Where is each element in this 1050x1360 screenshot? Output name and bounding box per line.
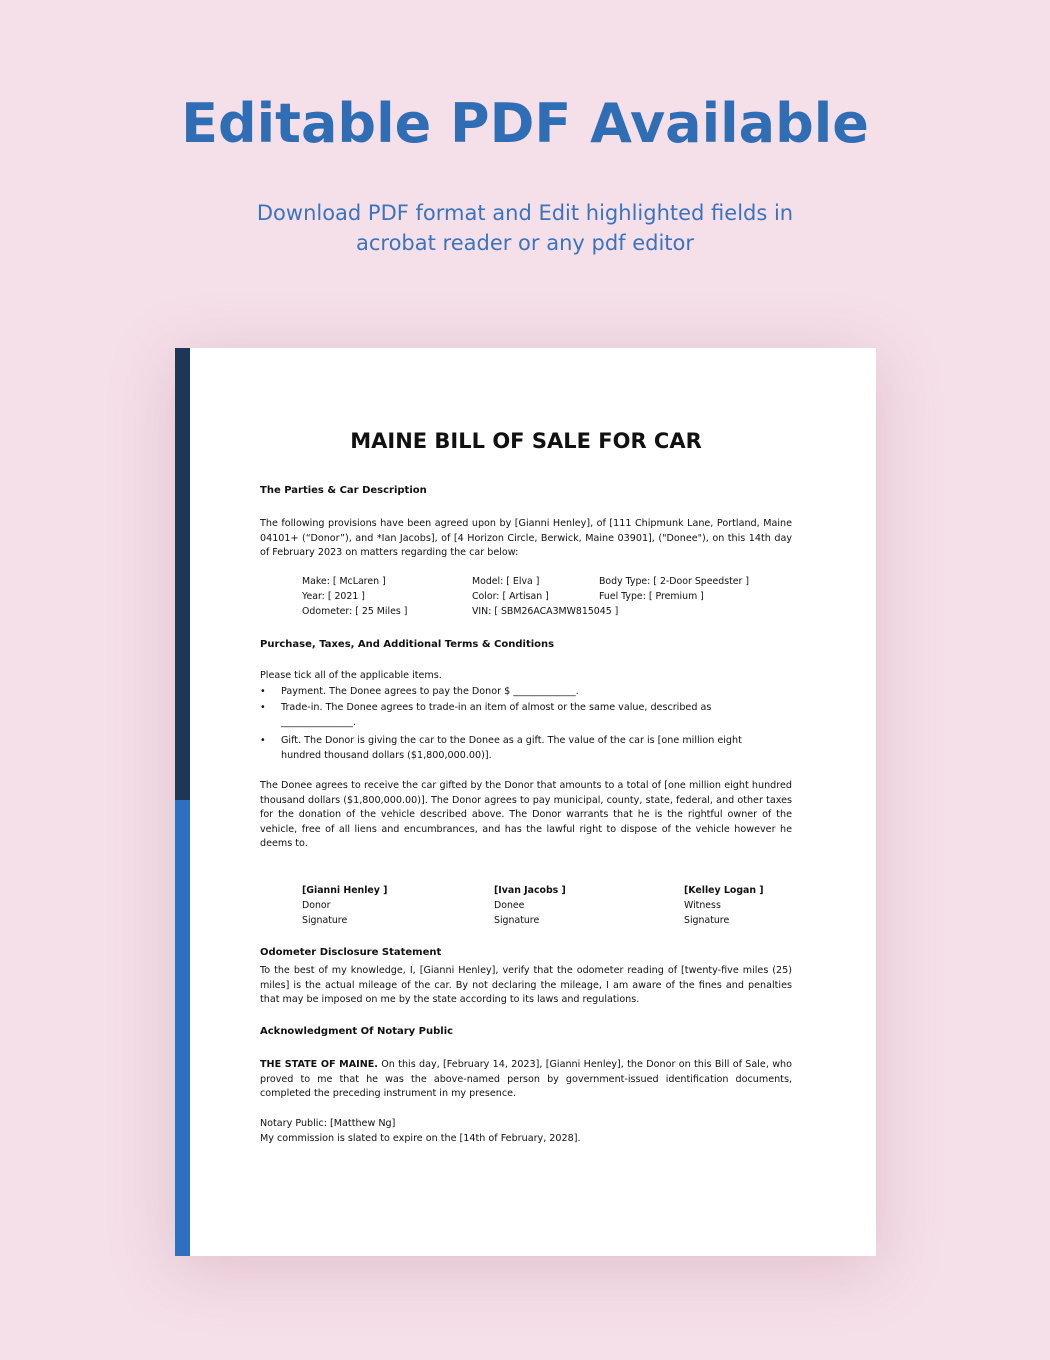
section-heading-purchase: Purchase, Taxes, And Additional Terms & Conditions [260, 639, 555, 650]
notary-public-line: Notary Public: [Matthew Ng] [260, 1118, 396, 1129]
banner-headline: Editable PDF Available [181, 92, 869, 155]
section-heading-parties: The Parties & Car Description [260, 485, 427, 496]
commission-line: My commission is slated to expire on the [14th of February, 2028]. [260, 1133, 581, 1144]
bullet-icon: • [260, 686, 266, 697]
intro-paragraph: The following provisions have been agreed upon by [Gianni Henley], of [111 Chipmunk Lane, Portland, Maine 04101+ (“Donor”), and *Ian Jacobs], of [4 Horizon Circle, Berwick, Maine 03901], ("Donee"), on this 14th day of February 2023 on matters regarding the car below: [260, 518, 792, 558]
document-preview [175, 348, 876, 1256]
notary-text: On this day, [February 14, 2023], [Gianni Henley], the Donor on this Bill of Sale, who proved to me that he was the above-named person by government-issued identification documents, completed the preceding instrument in my presence. [260, 1059, 792, 1099]
car-body-type[interactable]: Body Type: [ 2-Door Speedster ] [599, 576, 750, 587]
sidebar-accent-dark [175, 348, 190, 800]
signer-name: [Ivan Jacobs ] [494, 885, 566, 896]
odometer-paragraph: To the best of my knowledge, I, [Gianni Henley], verify that the odometer reading of [twenty-five miles (25) miles] is the actual mileage of the car. By not declaring the mileage, I am aware of the fines and penalties that may be imposed on me by the state according to its laws and regulations. [260, 965, 792, 1005]
signature-donee[interactable] [494, 883, 566, 928]
car-vin[interactable]: VIN: [ SBM26ACA3MW815045 ] [472, 606, 619, 617]
list-item-text: Trade-in. The Donee agrees to trade-in an item of almost or the same value, described as _______________. [281, 702, 712, 728]
signature-donor[interactable] [302, 883, 387, 928]
signer-role: Donee [494, 900, 525, 911]
signer-name: [Gianni Henley ] [302, 885, 388, 896]
signer-role: Donor [302, 900, 331, 911]
section-heading-odometer: Odometer Disclosure Statement [260, 947, 442, 958]
car-model[interactable]: Model: [ Elva ] [472, 576, 540, 587]
document-title: MAINE BILL OF SALE FOR CAR [350, 429, 702, 453]
car-fuel-type[interactable]: Fuel Type: [ Premium ] [599, 591, 704, 602]
car-odometer[interactable]: Odometer: [ 25 Miles ] [302, 606, 408, 617]
signature-label: Signature [302, 915, 348, 926]
bullet-icon: • [260, 702, 266, 713]
signature-label: Signature [494, 915, 540, 926]
tick-note: Please tick all of the applicable items. [260, 670, 442, 681]
list-item-text: Payment. The Donee agrees to pay the Donor $ _____________. [281, 686, 579, 697]
signer-role: Witness [684, 900, 721, 911]
notary-state: THE STATE OF MAINE. [260, 1059, 378, 1070]
terms-paragraph: The Donee agrees to receive the car gifted by the Donor that amounts to a total of [one million eight hundred thousand dollars ($1,800,000.00)]. The Donor agrees to pay municipal, county, state, federal, and other taxes for the donation of the vehicle described above. The Donor warrants that he is the rightful owner of the vehicle, free of all liens and encumbrances, and has the lawful right to dispose of the vehicle however he deems to. [260, 780, 792, 849]
car-make[interactable]: Make: [ McLaren ] [302, 576, 386, 587]
banner-subline: Download PDF format and Edit highlighted fields in acrobat reader or any pdf editor [256, 201, 794, 255]
signature-label: Signature [684, 915, 730, 926]
car-color[interactable]: Color: [ Artisan ] [472, 591, 549, 602]
signer-name: [Kelley Logan ] [684, 885, 764, 896]
section-heading-notary: Acknowledgment Of Notary Public [260, 1026, 454, 1037]
car-year[interactable]: Year: [ 2021 ] [302, 591, 365, 602]
signature-witness[interactable] [684, 883, 764, 928]
notary-paragraph [260, 1058, 792, 1102]
list-item-text: Gift. The Donor is giving the car to the Donee as a gift. The value of the car is [one million eight hundred thousand dollars ($1,800,000.00)]. [281, 735, 742, 761]
sidebar-accent-blue [175, 800, 190, 1256]
bullet-icon: • [260, 735, 266, 746]
